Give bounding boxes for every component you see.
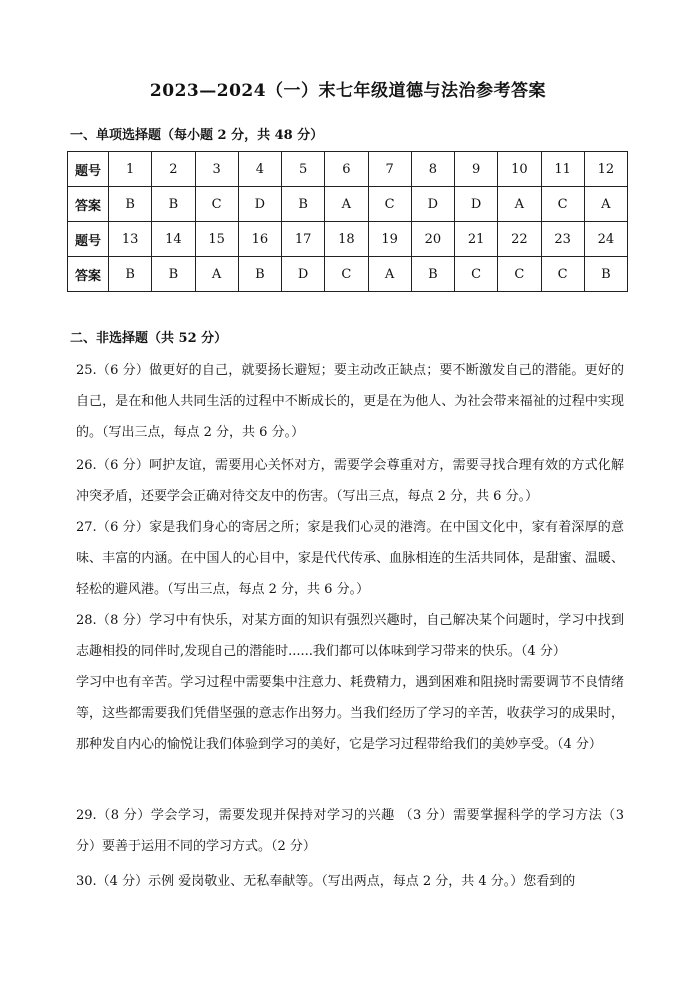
section1-heading: 一、单项选择题（每小题 2 分，共 48 分） bbox=[70, 128, 324, 143]
table-cell: 21 bbox=[455, 222, 498, 257]
table-cell: 20 bbox=[411, 222, 454, 257]
table-cell: 22 bbox=[498, 222, 541, 257]
table-cell: 7 bbox=[368, 152, 411, 187]
table-cell: D bbox=[238, 187, 281, 222]
table-row bbox=[68, 257, 628, 292]
row-label: 题号 bbox=[68, 222, 109, 257]
table-cell: 23 bbox=[541, 222, 584, 257]
table-cell: 19 bbox=[368, 222, 411, 257]
table-cell: 8 bbox=[411, 152, 454, 187]
question-29-text: 29.（8 分）学会学习，需要发现并保持对学习的兴趣 （3 分）需要掌握科学的学习方法（3 分）要善于运用不同的学习方式。（2 分） bbox=[76, 808, 624, 854]
table-cell: A bbox=[584, 187, 627, 222]
table-cell: 13 bbox=[109, 222, 152, 257]
question-28-part-b: 学习中也有辛苦。学习过程中需要集中注意力、耗费精力，遇到困难和阻挠时需要调节不良情绪等，这些都需要我们凭借坚强的意志作出努力。当我们经历了学习的辛苦，收获学习的成果时，那种发自内心的愉悦让我们体验到学习的美好，它是学习过程带给我们的美妙享受。（4 分） bbox=[76, 675, 624, 752]
table-cell: C bbox=[541, 257, 584, 292]
row-label: 答案 bbox=[68, 257, 109, 292]
table-cell: A bbox=[195, 257, 238, 292]
row-label: 答案 bbox=[68, 187, 109, 222]
table-cell: B bbox=[282, 187, 325, 222]
answer-table bbox=[67, 151, 628, 292]
question-25-text: 25.（6 分）做更好的自己，就要扬长避短；要主动改正缺点；要不断激发自己的潜能。更好的自己，是在和他人共同生活的过程中不断成长的，更是在为他人、为社会带来福祉的过程中实现的。（写出三点，每点 2 分，共 6 分。） bbox=[76, 363, 624, 440]
table-cell: C bbox=[541, 187, 584, 222]
question-30 bbox=[76, 866, 624, 897]
table-cell: 1 bbox=[109, 152, 152, 187]
table-cell: 2 bbox=[152, 152, 195, 187]
table-cell: D bbox=[282, 257, 325, 292]
table-cell: 12 bbox=[584, 152, 627, 187]
table-cell: 15 bbox=[195, 222, 238, 257]
table-cell: C bbox=[368, 187, 411, 222]
question-27 bbox=[76, 512, 624, 605]
table-cell: C bbox=[498, 257, 541, 292]
table-cell: 14 bbox=[152, 222, 195, 257]
section2-heading: 二、非选择题（共 52 分） bbox=[70, 331, 228, 346]
page-title: 2023—2024（一）末七年级道德与法治参考答案 bbox=[149, 81, 547, 101]
table-cell: 5 bbox=[282, 152, 325, 187]
table-cell: B bbox=[109, 187, 152, 222]
question-26 bbox=[76, 450, 624, 512]
table-cell: 16 bbox=[238, 222, 281, 257]
question-29 bbox=[76, 800, 624, 862]
table-cell: D bbox=[411, 187, 454, 222]
table-row bbox=[68, 152, 628, 187]
question-25 bbox=[76, 355, 624, 448]
table-cell: C bbox=[195, 187, 238, 222]
question-27-text: 27.（6 分）家是我们身心的寄居之所；家是我们心灵的港湾。在中国文化中，家有着深厚的意味、丰富的内涵。在中国人的心目中，家是代代传承、血脉相连的生活共同体，是甜蜜、温暖、轻松的避风港。（写出三点，每点 2 分，共 6 分。） bbox=[76, 520, 624, 597]
question-26-text: 26.（6 分）呵护友谊，需要用心关怀对方，需要学会尊重对方，需要寻找合理有效的方式化解冲突矛盾，还要学会正确对待交友中的伤害。（写出三点，每点 2 分，共 6 分。） bbox=[76, 458, 624, 504]
table-cell: D bbox=[455, 187, 498, 222]
table-cell: A bbox=[325, 187, 368, 222]
table-cell: 18 bbox=[325, 222, 368, 257]
table-row bbox=[68, 222, 628, 257]
table-cell: C bbox=[325, 257, 368, 292]
table-row bbox=[68, 187, 628, 222]
table-cell: B bbox=[238, 257, 281, 292]
table-cell: 4 bbox=[238, 152, 281, 187]
table-cell: B bbox=[109, 257, 152, 292]
table-cell: B bbox=[152, 257, 195, 292]
question-28-part-a: 28.（8 分）学习中有快乐，对某方面的知识有强烈兴趣时，自己解决某个问题时，学习中找到志趣相投的同伴时,发现自己的潜能时......我们都可以体味到学习带来的快乐。（4 分） bbox=[76, 613, 624, 659]
table-cell: B bbox=[584, 257, 627, 292]
table-cell: 10 bbox=[498, 152, 541, 187]
table-cell: B bbox=[152, 187, 195, 222]
question-30-text: 30.（4 分）示例 爱岗敬业、无私奉献等。（写出两点，每点 2 分，共 4 分。）您看到的 bbox=[76, 874, 576, 889]
table-cell: A bbox=[368, 257, 411, 292]
table-cell: A bbox=[498, 187, 541, 222]
table-cell: 24 bbox=[584, 222, 627, 257]
table-cell: C bbox=[455, 257, 498, 292]
table-cell: 17 bbox=[282, 222, 325, 257]
table-cell: 6 bbox=[325, 152, 368, 187]
table-cell: 3 bbox=[195, 152, 238, 187]
question-28 bbox=[76, 605, 624, 760]
row-label: 题号 bbox=[68, 152, 109, 187]
table-cell: 11 bbox=[541, 152, 584, 187]
table-cell: B bbox=[411, 257, 454, 292]
table-cell: 9 bbox=[455, 152, 498, 187]
